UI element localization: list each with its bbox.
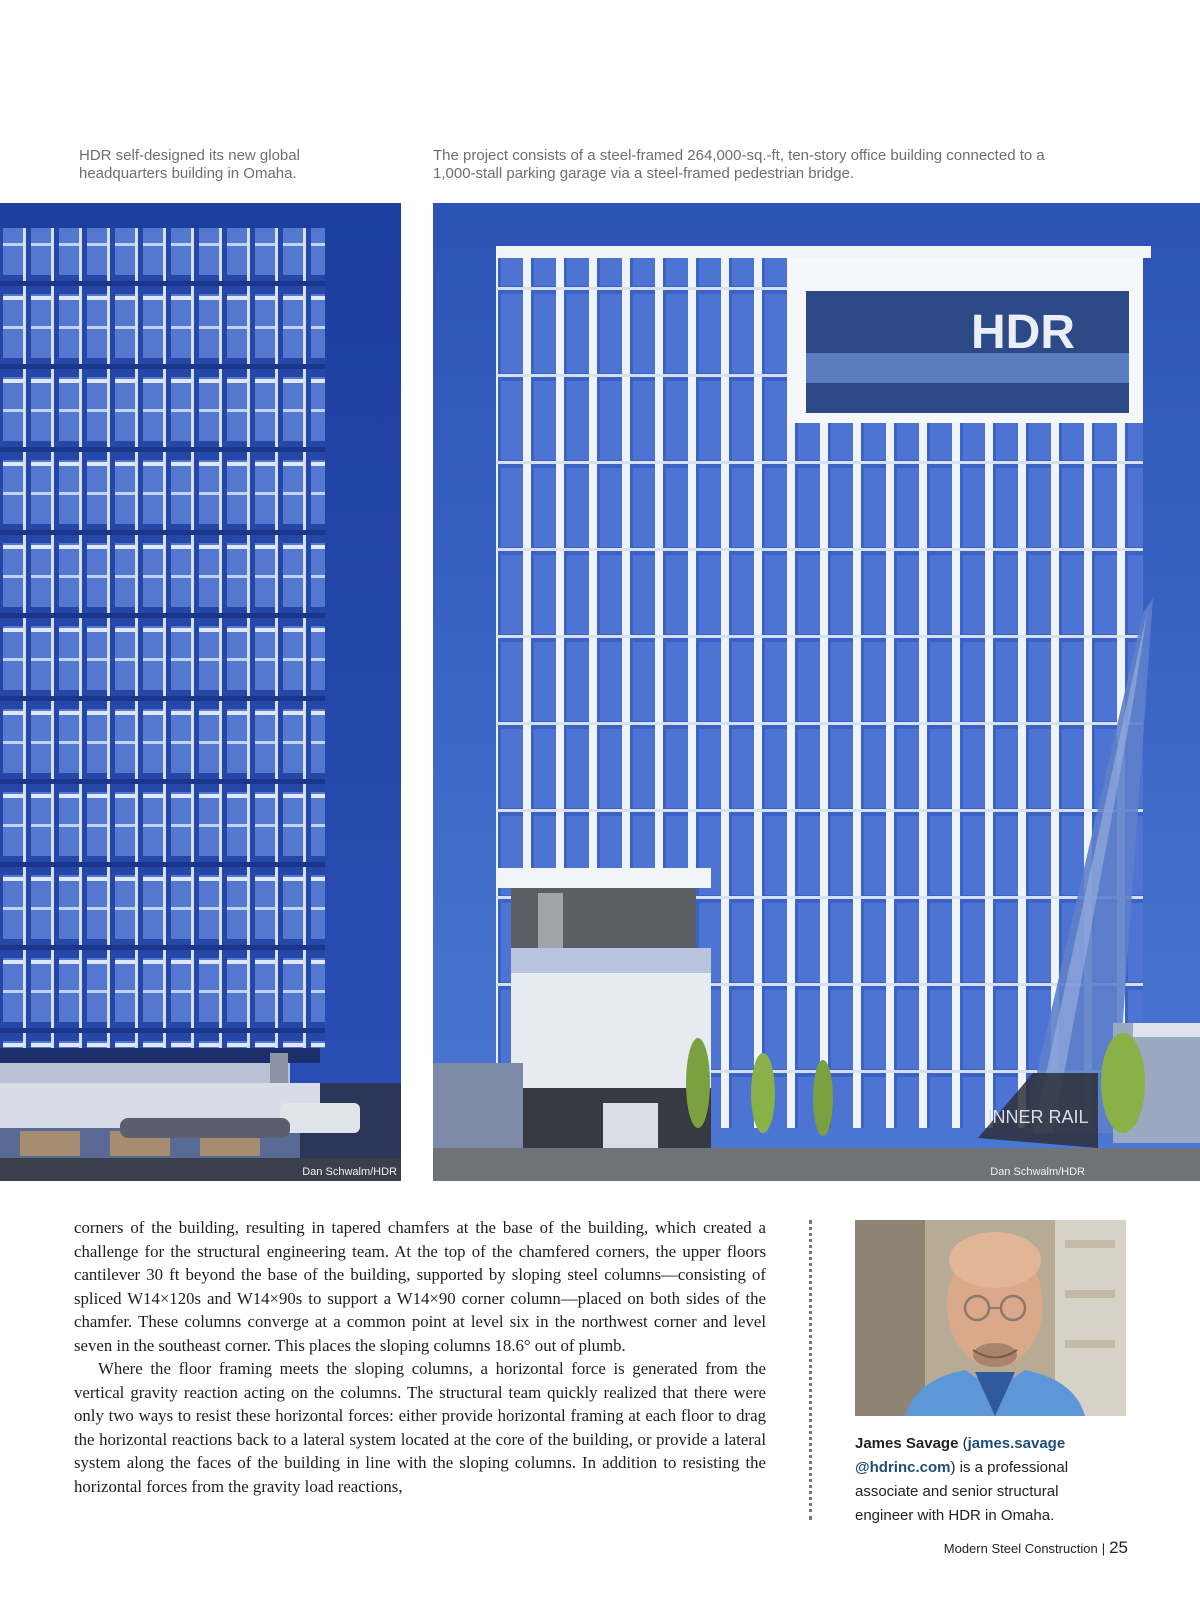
author-email-part1[interactable]: james.savage bbox=[967, 1435, 1066, 1452]
page-number: 25 bbox=[1109, 1538, 1128, 1557]
photo-credit-left: Dan Schwalm/HDR bbox=[302, 1166, 397, 1178]
footer-separator: | bbox=[1101, 1541, 1106, 1556]
article-paragraph: corners of the building, resulting in tapered chamfers at the base of the building, which created a challenge for the structural engineering team. At the top of the chamfered corners, the upper floors cantilever 30 ft beyond the base of the building, supported by sloping steel columns—consisting of spliced W14×120s and W14×90s to support a W14×90 corner column—placed on both sides of the chamfer. These columns converge at a common point at level six in the northwest corner and level seven in the southeast corner. This places the sloping columns 18.6° out of plumb. bbox=[74, 1218, 766, 1355]
photo-headquarters-day bbox=[433, 203, 1200, 1181]
building-day-illustration bbox=[433, 203, 1200, 1181]
article-body bbox=[74, 1216, 766, 1498]
bio-open-paren: ( bbox=[958, 1435, 968, 1452]
publication-name: Modern Steel Construction bbox=[943, 1541, 1098, 1556]
author-photo-illustration bbox=[855, 1220, 1126, 1416]
author-description: ) is a professional associate and senior structural engineer with HDR in Omaha. bbox=[855, 1459, 1069, 1524]
photo-caption-right: The project consists of a steel-framed 264,000-sq.-ft, ten-story office building connected to a 1,000-stall parking garage via a steel-framed pedestrian bridge. bbox=[433, 147, 1045, 182]
author-name: James Savage bbox=[855, 1435, 959, 1452]
photo-caption-left: HDR self-designed its new global headquarters building in Omaha. bbox=[79, 147, 300, 182]
page-footer bbox=[944, 1538, 1128, 1558]
monument-sign: INNER RAIL bbox=[987, 1107, 1089, 1127]
photo-headquarters-night bbox=[0, 203, 401, 1181]
author-email-part2[interactable]: @hdrinc.com bbox=[855, 1459, 951, 1476]
article-paragraph: Where the floor framing meets the sloping columns, a horizontal force is generated from the vertical gravity reaction acting on the columns. The structural team quickly realized that there were only two ways to resist these horizontal forces: either provide horizontal framing at each floor to drag the horizontal reactions back to a lateral system located at the core of the building, or provide a lateral system along the faces of the building in line with the sloping columns. In addition to resisting the horizontal forces from the gravity load reactions, bbox=[74, 1359, 766, 1496]
column-divider bbox=[809, 1220, 812, 1520]
author-bio bbox=[855, 1432, 1115, 1528]
building-hdr-sign: HDR bbox=[971, 306, 1075, 359]
photo-credit-right: Dan Schwalm/HDR bbox=[990, 1166, 1085, 1178]
author-portrait bbox=[855, 1220, 1126, 1416]
building-night-illustration bbox=[0, 203, 401, 1181]
